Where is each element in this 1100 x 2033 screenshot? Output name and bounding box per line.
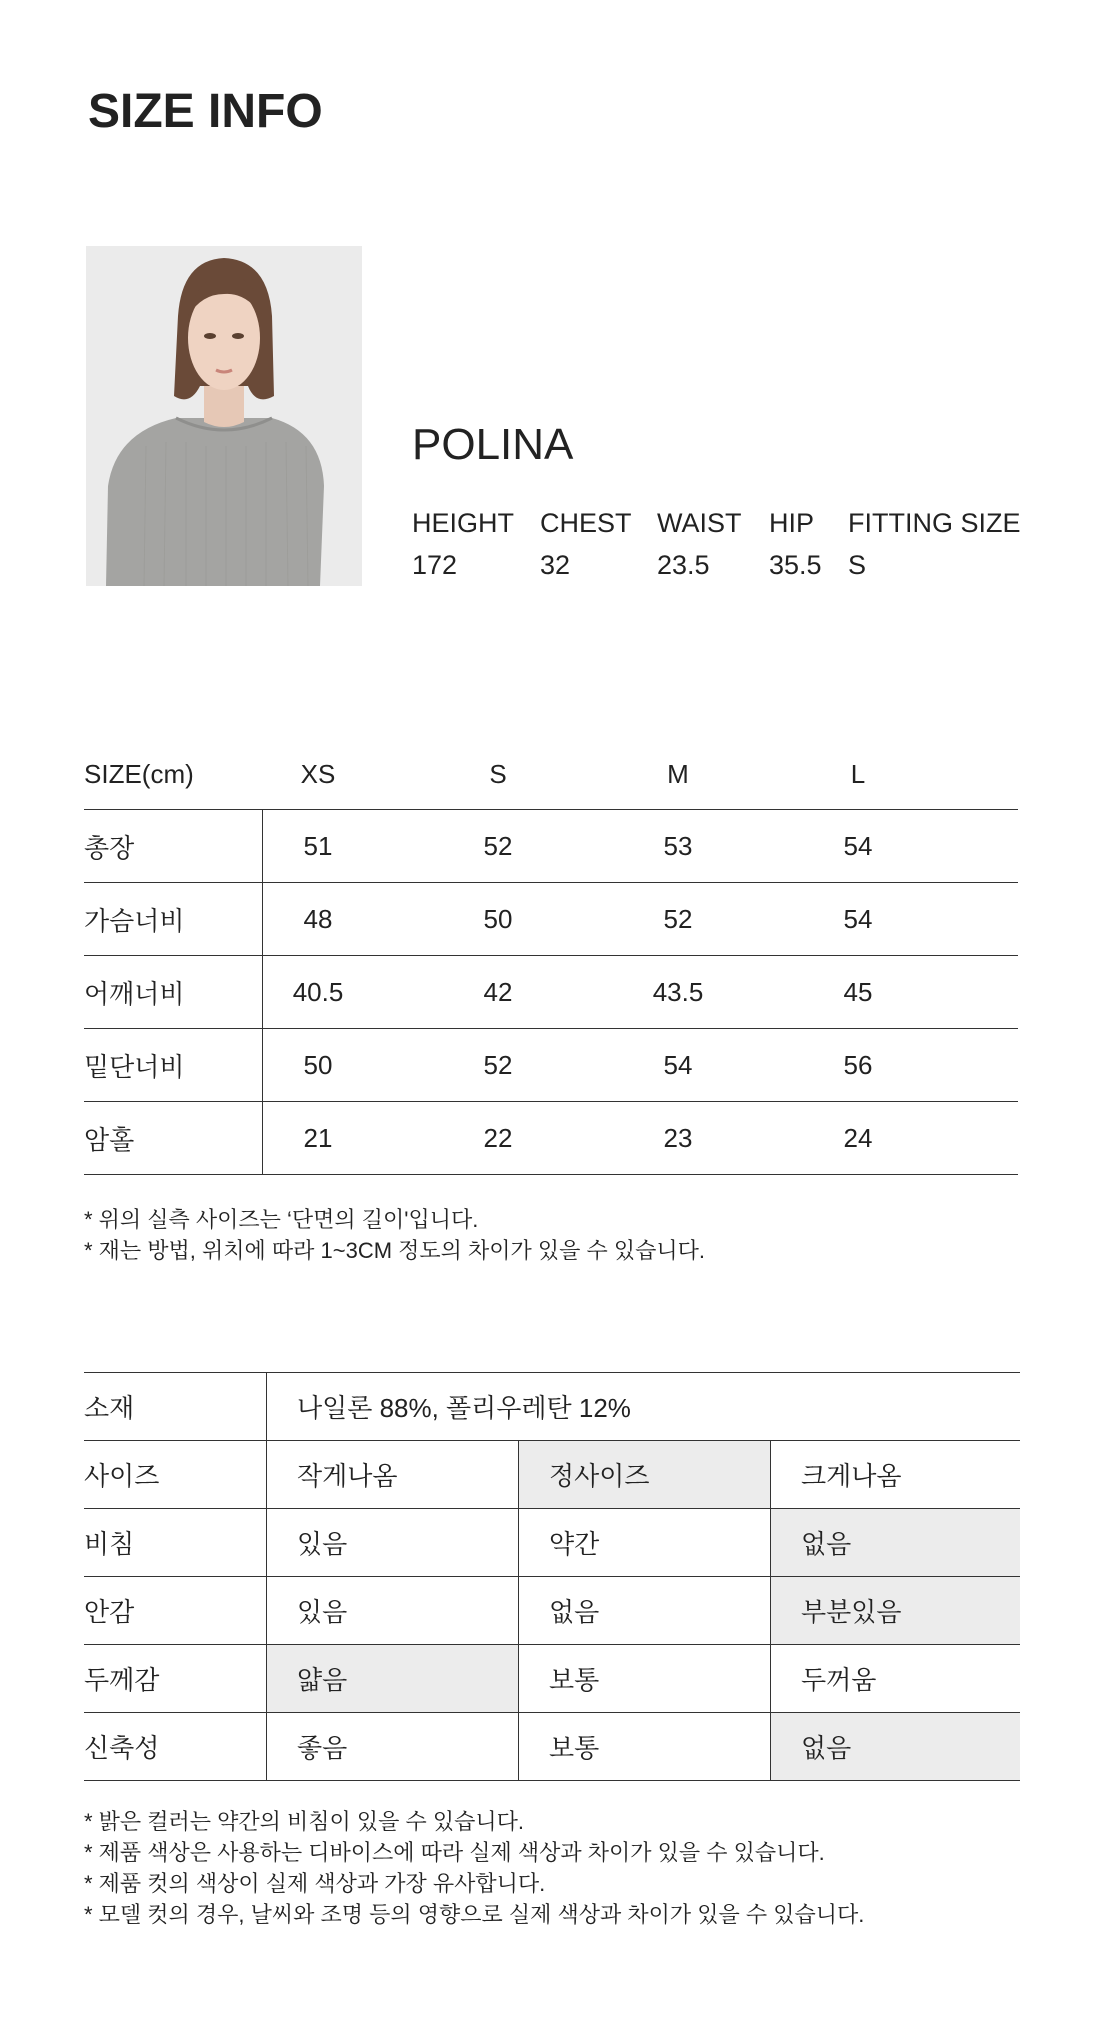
stat-waist <box>657 508 742 581</box>
cell-value: 50 <box>483 903 513 934</box>
cell-value: 54 <box>843 830 873 861</box>
note-line: * 재는 방법, 위치에 따라 1~3CM 정도의 차이가 있을 수 있습니다. <box>84 1238 705 1263</box>
cell-value: 22 <box>483 1122 513 1153</box>
cell-value: 52 <box>483 1049 513 1080</box>
row-label: 밑단너비 <box>84 1051 185 1082</box>
stat-label: HEIGHT <box>412 508 515 538</box>
fabric-row-size <box>84 1441 1020 1509</box>
cell-value: 43.5 <box>652 976 704 1007</box>
note-line: * 위의 실측 사이즈는 ‘단면의 길이'입니다. <box>84 1207 479 1232</box>
size-table-header <box>84 740 1018 810</box>
cell-value: 40.5 <box>292 976 344 1007</box>
header-s: S <box>489 759 507 789</box>
cell-value: 45 <box>843 976 873 1007</box>
stat-label: CHEST <box>540 508 632 538</box>
cell-value: 52 <box>483 830 513 861</box>
row-label: 가슴너비 <box>84 905 185 936</box>
option-cell: 보통 <box>518 1645 770 1712</box>
cell-value: 21 <box>303 1122 333 1153</box>
cell-value: 51 <box>303 830 333 861</box>
cell-value: 24 <box>843 1122 873 1153</box>
table-row <box>84 883 1018 956</box>
option-cell: 있음 <box>266 1577 518 1644</box>
row-label: 총장 <box>84 832 135 863</box>
cell-value: 53 <box>663 830 693 861</box>
size-notes <box>84 1204 705 1266</box>
row-label: 안감 <box>84 1597 135 1627</box>
option-cell-selected: 없음 <box>770 1509 1020 1576</box>
model-portrait-image <box>86 246 362 586</box>
fabric-table <box>84 1372 1020 1781</box>
stat-value: 172 <box>412 550 458 580</box>
table-row <box>84 1029 1018 1102</box>
fabric-row-elasticity <box>84 1713 1020 1781</box>
option-cell: 있음 <box>266 1509 518 1576</box>
note-line: * 제품 컷의 색상이 실제 색상과 가장 유사합니다. <box>84 1871 546 1896</box>
option-cell: 크게나옴 <box>770 1441 1020 1508</box>
stat-height <box>412 508 514 581</box>
cell-value: 54 <box>663 1049 693 1080</box>
row-label: 두께감 <box>84 1665 160 1695</box>
row-label: 어깨너비 <box>84 978 185 1009</box>
fabric-notes <box>84 1806 864 1930</box>
table-row <box>84 1102 1018 1175</box>
header-m: M <box>667 759 689 789</box>
row-label: 비침 <box>84 1529 135 1559</box>
stat-fitting-size <box>848 508 1021 581</box>
cell-value: 42 <box>483 976 513 1007</box>
material-value: 나일론 88%, 폴리우레탄 12% <box>266 1373 1020 1440</box>
row-label: 암홀 <box>84 1124 135 1155</box>
header-xs: XS <box>300 759 336 789</box>
fabric-row-lining <box>84 1577 1020 1645</box>
fabric-row-sheerness <box>84 1509 1020 1577</box>
cell-value: 50 <box>303 1049 333 1080</box>
row-label: 사이즈 <box>84 1461 160 1491</box>
option-cell-selected: 얇음 <box>266 1645 518 1712</box>
stat-hip <box>769 508 822 581</box>
cell-value: 54 <box>843 903 873 934</box>
fabric-row-thickness <box>84 1645 1020 1713</box>
cell-value: 48 <box>303 903 333 934</box>
option-cell-selected: 정사이즈 <box>518 1441 770 1508</box>
stat-value: 23.5 <box>657 550 710 580</box>
table-row <box>84 810 1018 883</box>
fabric-row-material <box>84 1373 1020 1441</box>
note-line: * 밝은 컬러는 약간의 비침이 있을 수 있습니다. <box>84 1809 524 1834</box>
note-line: * 제품 색상은 사용하는 디바이스에 따라 실제 색상과 차이가 있을 수 있습니다. <box>84 1840 825 1865</box>
row-label: 신축성 <box>84 1733 160 1763</box>
stat-label: HIP <box>769 508 815 538</box>
option-cell: 좋음 <box>266 1713 518 1780</box>
cell-value: 52 <box>663 903 693 934</box>
option-cell: 약간 <box>518 1509 770 1576</box>
option-cell: 보통 <box>518 1713 770 1780</box>
note-line: * 모델 컷의 경우, 날씨와 조명 등의 영향으로 실제 색상과 차이가 있을 수 있습니다. <box>84 1902 865 1927</box>
cell-value: 23 <box>663 1122 693 1153</box>
stat-label: FITTING SIZE <box>848 508 1021 538</box>
option-cell: 두꺼움 <box>770 1645 1020 1712</box>
stat-label: WAIST <box>657 508 742 538</box>
header-size-label: SIZE(cm) <box>84 759 194 789</box>
size-table <box>84 740 1018 1175</box>
stat-value: 35.5 <box>769 550 822 580</box>
model-photo <box>86 246 362 586</box>
table-row <box>84 956 1018 1029</box>
cell-value: 56 <box>843 1049 873 1080</box>
stat-chest <box>540 508 632 581</box>
option-cell: 작게나옴 <box>266 1441 518 1508</box>
row-label: 소재 <box>84 1393 135 1423</box>
option-cell: 없음 <box>518 1577 770 1644</box>
page-title: SIZE INFO <box>88 85 323 138</box>
header-l: L <box>850 759 866 789</box>
option-cell-selected: 없음 <box>770 1713 1020 1780</box>
stat-value: S <box>848 550 867 580</box>
option-cell-selected: 부분있음 <box>770 1577 1020 1644</box>
stat-value: 32 <box>540 550 571 580</box>
model-name: POLINA <box>412 420 574 469</box>
